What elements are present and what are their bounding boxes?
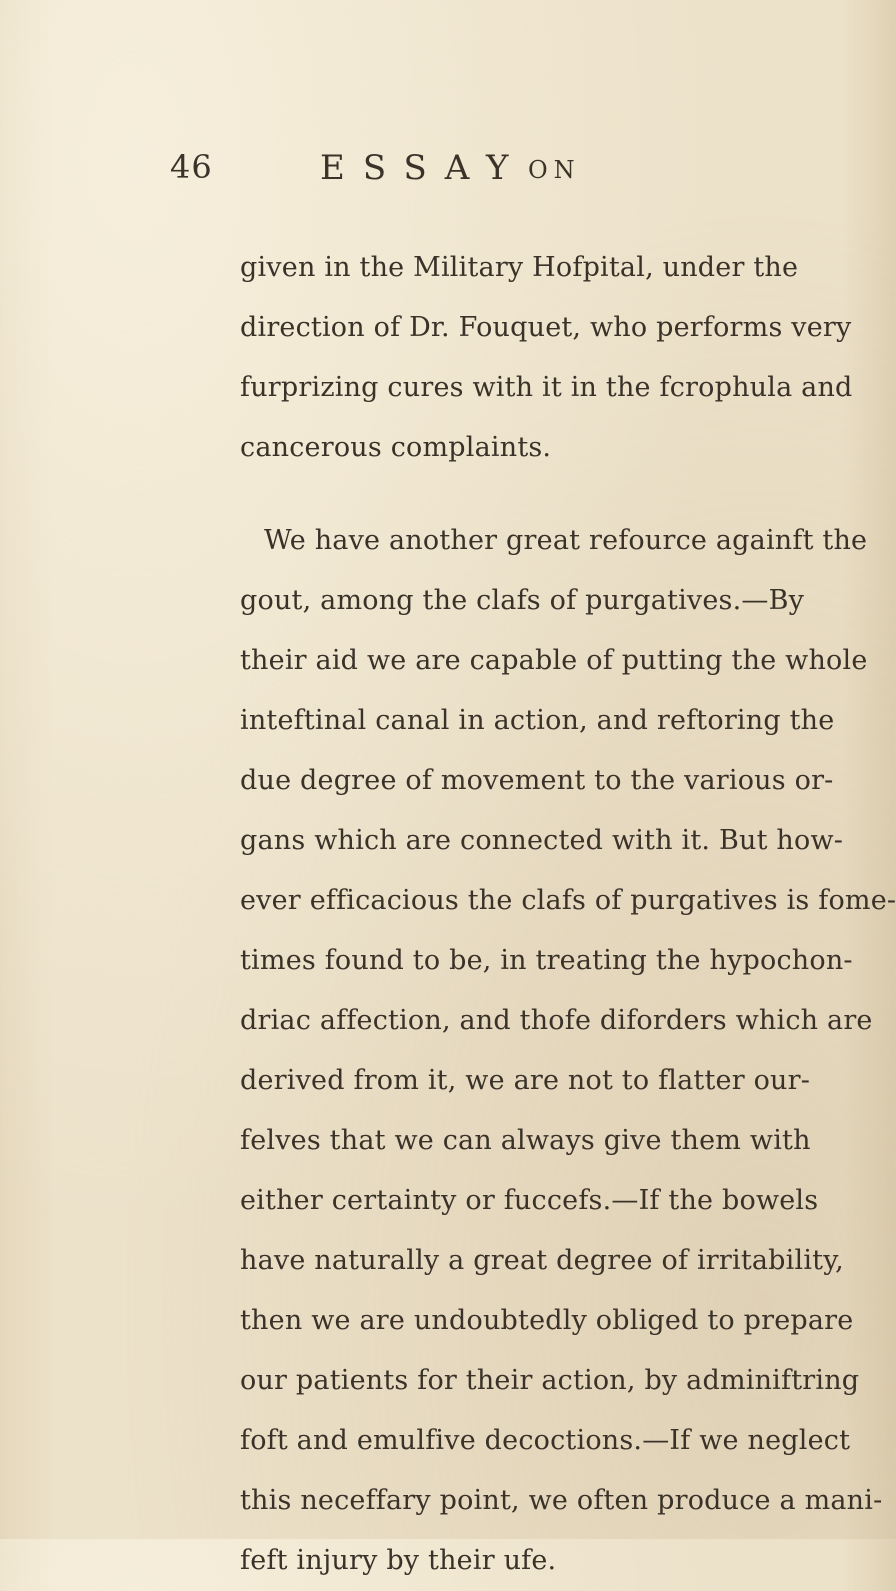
text-line: derived from it, we are not to flatter our- [240,1065,811,1096]
text-line: direction of Dr. Fouquet, who performs very [240,312,852,343]
text-line: then we are undoubtedly obliged to prepare [240,1305,854,1336]
text-line: feft injury by their ufe. [240,1545,557,1576]
text-line: driac affection, and thofe diforders which are [240,1005,873,1036]
text-line: gout, among the clafs of purgatives.—By [240,585,805,616]
text-line: furprizing cures with it in the fcrophula and [240,372,853,403]
paragraph-2 [240,511,896,1591]
text-line: felves that we can always give them with [240,1125,811,1156]
running-head-suffix: ON [528,156,581,184]
body-text [240,238,896,1591]
running-head [170,148,690,198]
text-line: given in the Military Hofpital, under the [240,252,799,283]
text-line: due degree of movement to the various or- [240,765,834,796]
text-line: inteftinal canal in action, and reftoring the [240,705,835,736]
text-line: this neceffary point, we often produce a mani- [240,1485,883,1516]
paragraph-1 [240,238,853,478]
page-number: 46 [170,148,213,186]
paragraph-gap [240,478,760,511]
text-line: their aid we are capable of putting the whole [240,645,868,676]
text-line: times found to be, in treating the hypochon- [240,945,853,976]
text-line: either certainty or fuccefs.—If the bowels [240,1185,819,1216]
text-line: ever efficacious the clafs of purgatives is fome- [240,885,896,916]
text-line: our patients for their action, by adminiftring [240,1365,860,1396]
text-line: We have another great refource againft the [264,525,868,556]
text-line: cancerous complaints. [240,432,552,463]
text-line: gans which are connected with it. But how- [240,825,844,856]
running-head-title: ESSAY [320,148,527,188]
text-line: foft and emulfive decoctions.—If we neglect [240,1425,851,1456]
text-line: have naturally a great degree of irritability, [240,1245,844,1276]
